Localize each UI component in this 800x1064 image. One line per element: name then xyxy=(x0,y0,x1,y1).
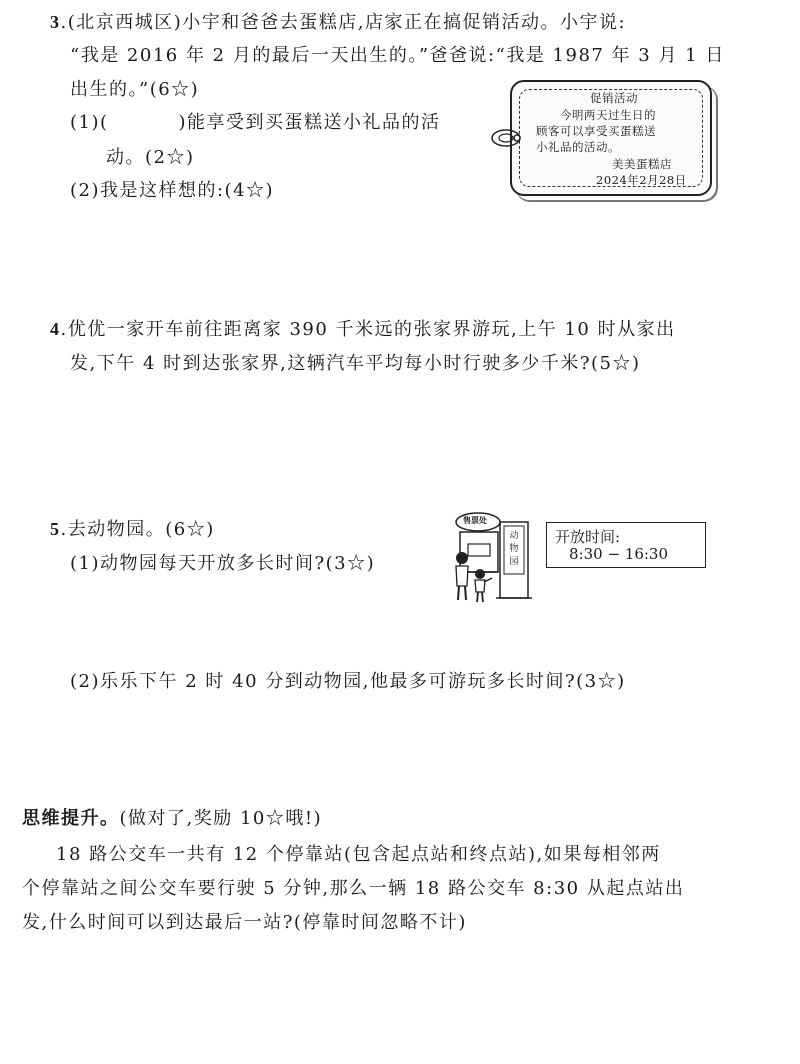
bonus-title-note: (做对了,奖励 10☆哦!) xyxy=(119,808,323,829)
q3-line-3: 出生的。”(6☆) xyxy=(70,79,200,100)
q4-line-1: 4.优优一家开车前往距离家 390 千米远的张家界游玩,上午 10 时从家出 xyxy=(50,319,676,340)
promo-tag xyxy=(510,80,712,196)
bonus-title: 思维提升。 xyxy=(22,808,120,829)
hours-label: 开放时间: xyxy=(555,528,621,546)
q5-sub2: (2)乐乐下午 2 时 40 分到动物园,他最多可游玩多长时间?(3☆) xyxy=(70,671,626,692)
bonus-line-2: 个停靠站之间公交车要行驶 5 分钟,那么一辆 18 路公交车 8:30 从起点站出 xyxy=(22,878,685,899)
q3-sub2: (2)我是这样想的:(4☆) xyxy=(70,180,275,201)
q3-line-2: “我是 2016 年 2 月的最后一天出生的。”爸爸说:“我是 1987 年 3 月 1 日 xyxy=(70,45,725,66)
promo-date: 2024年2月28日 xyxy=(596,173,687,187)
booth-sign: 售票处 xyxy=(463,515,487,525)
q5-line-1: 5.去动物园。(6☆) xyxy=(50,519,215,540)
zoo-gate-sign: 动 物 园 xyxy=(509,531,519,567)
q5-number: 5 xyxy=(50,519,61,539)
hours-value: 8:30 − 16:30 xyxy=(569,545,669,563)
q5-sub1: (1)动物园每天开放多长时间?(3☆) xyxy=(70,553,376,574)
promo-title: 促销活动 xyxy=(590,91,638,105)
zoo-gate-illustration xyxy=(440,508,540,608)
promo-shop: 美美蛋糕店 xyxy=(612,157,672,171)
bonus-heading xyxy=(22,804,322,830)
q4-line-2: 发,下午 4 时到达张家界,这辆汽车平均每小时行驶多少千米?(5☆) xyxy=(70,353,641,374)
q3-sub1: (1)( )能享受到买蛋糕送小礼品的活 xyxy=(70,112,441,133)
bonus-line-3: 发,什么时间可以到达最后一站?(停靠时间忽略不计) xyxy=(22,912,467,933)
promo-line-1: 今明两天过生日的 xyxy=(560,108,656,122)
q4-number: 4 xyxy=(50,319,61,339)
q3-number: 3 xyxy=(50,12,61,32)
q3-sub1-cont: 动。(2☆) xyxy=(106,147,195,168)
promo-line-3: 小礼品的活动。 xyxy=(536,140,620,154)
promo-line-2: 顾客可以享受买蛋糕送 xyxy=(536,124,656,138)
q3-line-1: 3.(北京西城区)小宇和爸爸去蛋糕店,店家正在搞促销活动。小宇说: xyxy=(50,12,627,33)
opening-hours-box xyxy=(546,522,706,568)
bonus-line-1: 18 路公交车一共有 12 个停靠站(包含起点站和终点站),如果每相邻两 xyxy=(56,844,661,865)
tag-string-icon xyxy=(488,120,524,156)
